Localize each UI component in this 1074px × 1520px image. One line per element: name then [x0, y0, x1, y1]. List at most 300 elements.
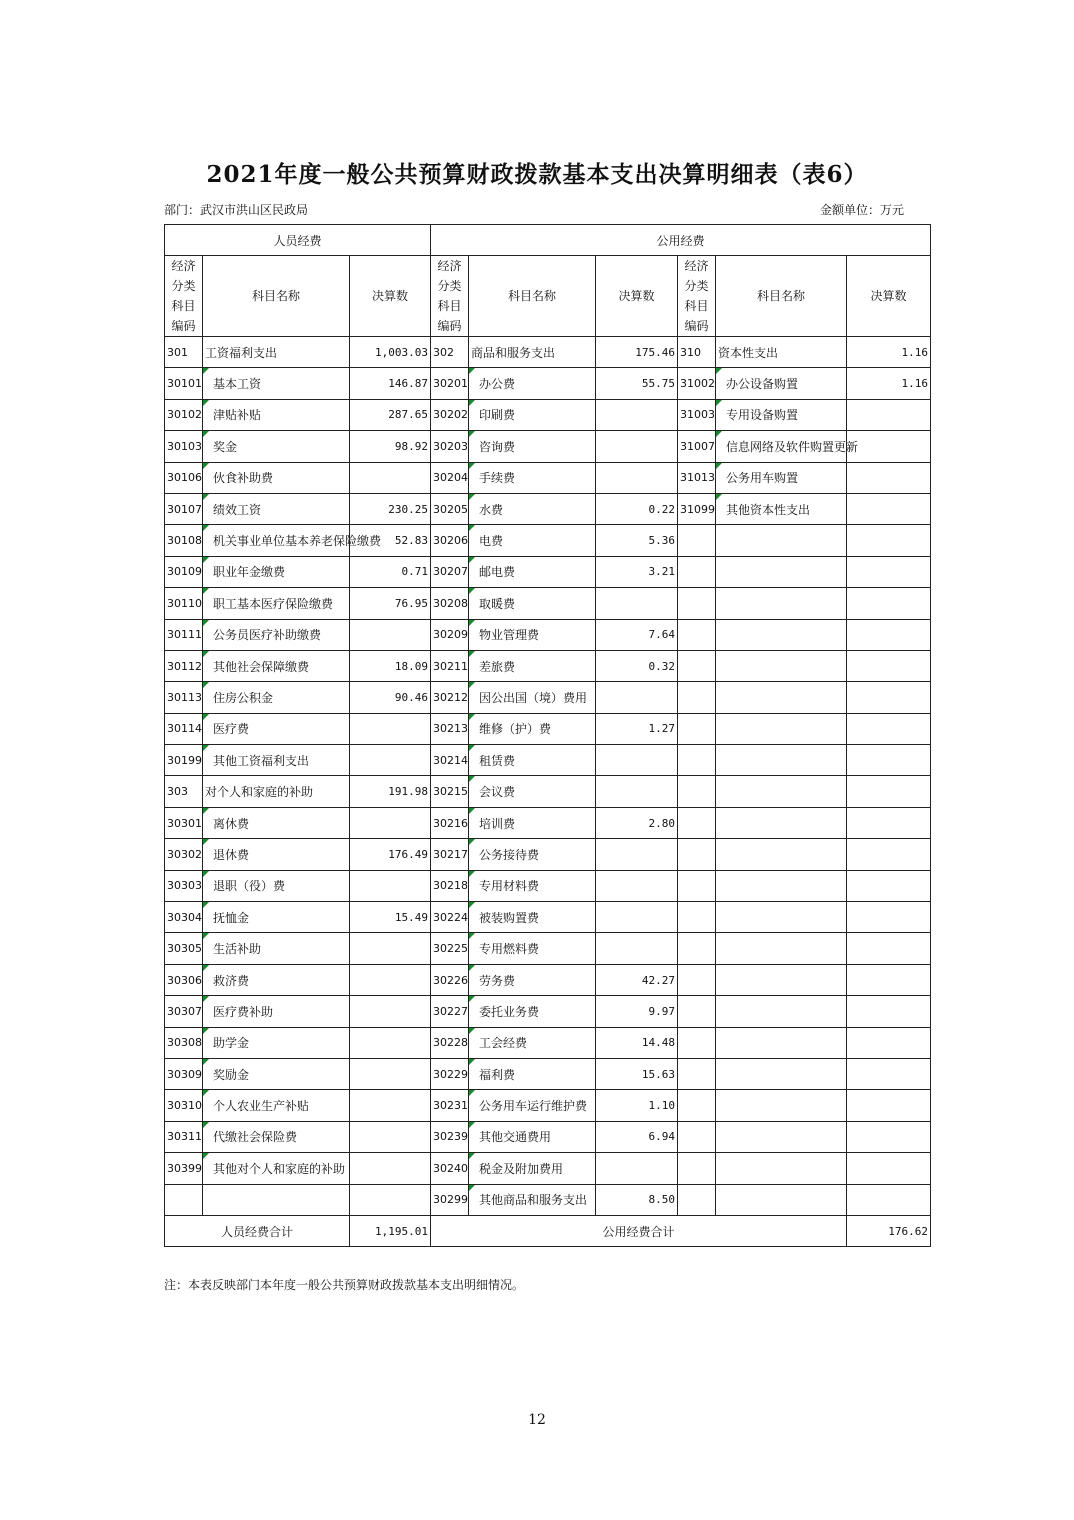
- amount-cell: [350, 462, 431, 493]
- amount-cell: [847, 556, 931, 587]
- header-amount: 决算数: [596, 256, 678, 337]
- item-name-cell: [716, 902, 847, 933]
- table-row: [165, 839, 931, 870]
- item-name-cell: 因公出国（境）费用: [469, 682, 596, 713]
- personnel-total-label: 人员经费合计: [165, 1215, 350, 1246]
- code-cell: [678, 588, 716, 619]
- amount-cell: [847, 964, 931, 995]
- code-cell: 30304: [165, 902, 203, 933]
- table-row: [165, 619, 931, 650]
- code-cell: [678, 839, 716, 870]
- page-title: 2021年度一般公共预算财政拨款基本支出决算明细表（表6）: [206, 161, 868, 188]
- table-row: [165, 368, 931, 399]
- item-name-cell: 退休费: [203, 839, 350, 870]
- code-cell: 30303: [165, 870, 203, 901]
- table-row: [165, 776, 931, 807]
- code-cell: 30209: [431, 619, 469, 650]
- item-name-cell: 救济费: [203, 964, 350, 995]
- table-row: [165, 902, 931, 933]
- amount-cell: [596, 399, 678, 430]
- item-name-cell: 津贴补贴: [203, 399, 350, 430]
- header-code: 经济分类科目编码: [678, 256, 716, 337]
- code-cell: 30308: [165, 1027, 203, 1058]
- item-name-cell: 物业管理费: [469, 619, 596, 650]
- amount-cell: 0.22: [596, 493, 678, 524]
- code-cell: 30399: [165, 1153, 203, 1184]
- code-cell: 30109: [165, 556, 203, 587]
- table-row: [165, 525, 931, 556]
- code-cell: 310: [678, 337, 716, 368]
- item-name-cell: [716, 1027, 847, 1058]
- item-name-cell: 对个人和家庭的补助: [203, 776, 350, 807]
- code-cell: [678, 1027, 716, 1058]
- header-code: 经济分类科目编码: [165, 256, 203, 337]
- code-cell: [678, 1184, 716, 1215]
- item-name-cell: 抚恤金: [203, 902, 350, 933]
- code-cell: 30311: [165, 1121, 203, 1152]
- amount-cell: [847, 776, 931, 807]
- item-name-cell: 其他资本性支出: [716, 493, 847, 524]
- table-row: [165, 682, 931, 713]
- amount-cell: [350, 933, 431, 964]
- code-cell: 30108: [165, 525, 203, 556]
- code-cell: 30240: [431, 1153, 469, 1184]
- code-cell: 30302: [165, 839, 203, 870]
- amount-cell: 42.27: [596, 964, 678, 995]
- code-cell: [678, 745, 716, 776]
- item-name-cell: 办公设备购置: [716, 368, 847, 399]
- item-name-cell: 劳务费: [469, 964, 596, 995]
- header-amount: 决算数: [847, 256, 931, 337]
- code-cell: 30218: [431, 870, 469, 901]
- code-cell: 30212: [431, 682, 469, 713]
- item-name-cell: 专用设备购置: [716, 399, 847, 430]
- amount-cell: [350, 1027, 431, 1058]
- item-name-cell: 公务接待费: [469, 839, 596, 870]
- item-name-cell: 办公费: [469, 368, 596, 399]
- amount-cell: [847, 682, 931, 713]
- item-name-cell: 其他商品和服务支出: [469, 1184, 596, 1215]
- amount-cell: [847, 839, 931, 870]
- amount-cell: [596, 462, 678, 493]
- amount-cell: 8.50: [596, 1184, 678, 1215]
- amount-cell: [350, 745, 431, 776]
- amount-cell: 1.16: [847, 368, 931, 399]
- item-name-cell: [203, 1184, 350, 1215]
- amount-cell: [847, 650, 931, 681]
- item-name-cell: 租赁费: [469, 745, 596, 776]
- item-name-cell: 专用材料费: [469, 870, 596, 901]
- code-cell: 31002: [678, 368, 716, 399]
- item-name-cell: [716, 870, 847, 901]
- table-row: [165, 588, 931, 619]
- amount-cell: [350, 1184, 431, 1215]
- table-row: [165, 1058, 931, 1089]
- code-cell: 30214: [431, 745, 469, 776]
- header-name: 科目名称: [203, 256, 350, 337]
- code-cell: 30305: [165, 933, 203, 964]
- item-name-cell: 维修（护）费: [469, 713, 596, 744]
- code-cell: [678, 1058, 716, 1089]
- public-total-label: 公用经费合计: [431, 1215, 847, 1246]
- code-cell: 30226: [431, 964, 469, 995]
- amount-cell: [596, 839, 678, 870]
- item-name-cell: [716, 619, 847, 650]
- item-name-cell: [716, 1153, 847, 1184]
- amount-cell: [847, 745, 931, 776]
- amount-cell: [596, 682, 678, 713]
- code-cell: [678, 1153, 716, 1184]
- code-cell: 30203: [431, 431, 469, 462]
- amount-cell: 76.95: [350, 588, 431, 619]
- code-cell: 31013: [678, 462, 716, 493]
- code-cell: 30206: [431, 525, 469, 556]
- code-cell: 30216: [431, 807, 469, 838]
- table-row: [165, 1184, 931, 1215]
- amount-cell: [847, 713, 931, 744]
- amount-cell: 1.27: [596, 713, 678, 744]
- code-cell: 30199: [165, 745, 203, 776]
- code-cell: 31003: [678, 399, 716, 430]
- code-cell: 30225: [431, 933, 469, 964]
- table-row: [165, 337, 931, 368]
- code-cell: [165, 1184, 203, 1215]
- code-cell: [678, 807, 716, 838]
- code-cell: 30239: [431, 1121, 469, 1152]
- item-name-cell: 公务用车购置: [716, 462, 847, 493]
- code-cell: 30301: [165, 807, 203, 838]
- department-label: 部门：武汉市洪山区民政局: [164, 203, 309, 217]
- item-name-cell: 绩效工资: [203, 493, 350, 524]
- item-name-cell: 电费: [469, 525, 596, 556]
- code-cell: [678, 682, 716, 713]
- code-cell: [678, 525, 716, 556]
- code-cell: 31007: [678, 431, 716, 462]
- code-cell: 30309: [165, 1058, 203, 1089]
- amount-cell: [596, 933, 678, 964]
- item-name-cell: 专用燃料费: [469, 933, 596, 964]
- amount-cell: [350, 1153, 431, 1184]
- code-cell: [678, 902, 716, 933]
- amount-cell: [596, 431, 678, 462]
- table-row: [165, 745, 931, 776]
- table-row: [165, 996, 931, 1027]
- item-name-cell: 助学金: [203, 1027, 350, 1058]
- item-name-cell: 其他交通费用: [469, 1121, 596, 1152]
- unit-label: 金额单位：万元: [819, 203, 904, 217]
- amount-cell: 15.49: [350, 902, 431, 933]
- amount-cell: [847, 399, 931, 430]
- code-cell: 30101: [165, 368, 203, 399]
- item-name-cell: 被装购置费: [469, 902, 596, 933]
- amount-cell: [350, 619, 431, 650]
- item-name-cell: 资本性支出: [716, 337, 847, 368]
- code-cell: 303: [165, 776, 203, 807]
- amount-cell: [847, 1090, 931, 1121]
- item-name-cell: 离休费: [203, 807, 350, 838]
- item-name-cell: 公务员医疗补助缴费: [203, 619, 350, 650]
- amount-cell: 0.71: [350, 556, 431, 587]
- item-name-cell: 工会经费: [469, 1027, 596, 1058]
- code-cell: 30102: [165, 399, 203, 430]
- item-name-cell: [716, 933, 847, 964]
- table-row: [165, 399, 931, 430]
- item-name-cell: 生活补助: [203, 933, 350, 964]
- item-name-cell: [716, 807, 847, 838]
- item-name-cell: 咨询费: [469, 431, 596, 462]
- code-cell: 30229: [431, 1058, 469, 1089]
- amount-cell: [596, 870, 678, 901]
- code-cell: 30310: [165, 1090, 203, 1121]
- item-name-cell: 培训费: [469, 807, 596, 838]
- item-name-cell: 奖金: [203, 431, 350, 462]
- code-cell: 30201: [431, 368, 469, 399]
- code-cell: 30110: [165, 588, 203, 619]
- code-cell: [678, 964, 716, 995]
- code-cell: 30208: [431, 588, 469, 619]
- amount-cell: 287.65: [350, 399, 431, 430]
- item-name-cell: 职业年金缴费: [203, 556, 350, 587]
- code-cell: [678, 1121, 716, 1152]
- item-name-cell: [716, 525, 847, 556]
- item-name-cell: [716, 556, 847, 587]
- item-name-cell: [716, 1090, 847, 1121]
- amount-cell: 55.75: [596, 368, 678, 399]
- amount-cell: [350, 870, 431, 901]
- amount-cell: 5.36: [596, 525, 678, 556]
- item-name-cell: [716, 1121, 847, 1152]
- table-row: [165, 493, 931, 524]
- amount-cell: [847, 996, 931, 1027]
- amount-cell: 15.63: [596, 1058, 678, 1089]
- code-cell: [678, 776, 716, 807]
- amount-cell: 191.98: [350, 776, 431, 807]
- code-cell: 302: [431, 337, 469, 368]
- section-personnel: 人员经费: [165, 225, 431, 256]
- amount-cell: 1,003.03: [350, 337, 431, 368]
- code-cell: 30204: [431, 462, 469, 493]
- table-row: [165, 964, 931, 995]
- table-row: [165, 1027, 931, 1058]
- table-row: [165, 431, 931, 462]
- amount-cell: 1.16: [847, 337, 931, 368]
- header-amount: 决算数: [350, 256, 431, 337]
- item-name-cell: [716, 1058, 847, 1089]
- item-name-cell: 退职（役）费: [203, 870, 350, 901]
- code-cell: 30112: [165, 650, 203, 681]
- code-cell: 30227: [431, 996, 469, 1027]
- code-cell: 30213: [431, 713, 469, 744]
- amount-cell: 0.32: [596, 650, 678, 681]
- item-name-cell: 印刷费: [469, 399, 596, 430]
- item-name-cell: [716, 713, 847, 744]
- item-name-cell: [716, 745, 847, 776]
- amount-cell: 52.83: [350, 525, 431, 556]
- amount-cell: 146.87: [350, 368, 431, 399]
- code-cell: 30299: [431, 1184, 469, 1215]
- code-cell: 30307: [165, 996, 203, 1027]
- amount-cell: 2.80: [596, 807, 678, 838]
- code-cell: [678, 933, 716, 964]
- table-row: [165, 556, 931, 587]
- item-name-cell: 税金及附加费用: [469, 1153, 596, 1184]
- amount-cell: [596, 745, 678, 776]
- item-name-cell: 代缴社会保险费: [203, 1121, 350, 1152]
- amount-cell: 6.94: [596, 1121, 678, 1152]
- amount-cell: [847, 1027, 931, 1058]
- amount-cell: 176.49: [350, 839, 431, 870]
- code-cell: 30106: [165, 462, 203, 493]
- code-cell: 30228: [431, 1027, 469, 1058]
- code-cell: 30103: [165, 431, 203, 462]
- item-name-cell: 职工基本医疗保险缴费: [203, 588, 350, 619]
- amount-cell: [350, 1121, 431, 1152]
- amount-cell: [596, 902, 678, 933]
- table-row: [165, 650, 931, 681]
- code-cell: [678, 713, 716, 744]
- item-name-cell: [716, 964, 847, 995]
- amount-cell: [350, 713, 431, 744]
- item-name-cell: 信息网络及软件购置更新: [716, 431, 847, 462]
- amount-cell: [596, 776, 678, 807]
- table-row: [165, 933, 931, 964]
- amount-cell: 9.97: [596, 996, 678, 1027]
- amount-cell: [596, 588, 678, 619]
- code-cell: [678, 996, 716, 1027]
- item-name-cell: 会议费: [469, 776, 596, 807]
- table-row: [165, 462, 931, 493]
- table-row: [165, 870, 931, 901]
- item-name-cell: 商品和服务支出: [469, 337, 596, 368]
- amount-cell: [847, 1058, 931, 1089]
- code-cell: [678, 1090, 716, 1121]
- code-cell: 30113: [165, 682, 203, 713]
- code-cell: [678, 650, 716, 681]
- amount-cell: [847, 870, 931, 901]
- item-name-cell: 工资福利支出: [203, 337, 350, 368]
- page-number: 12: [528, 1412, 546, 1428]
- amount-cell: 90.46: [350, 682, 431, 713]
- code-cell: 30211: [431, 650, 469, 681]
- amount-cell: [847, 493, 931, 524]
- amount-cell: [847, 462, 931, 493]
- header-name: 科目名称: [469, 256, 596, 337]
- table-row: [165, 1153, 931, 1184]
- amount-cell: [350, 807, 431, 838]
- amount-cell: 3.21: [596, 556, 678, 587]
- item-name-cell: 基本工资: [203, 368, 350, 399]
- amount-cell: 1.10: [596, 1090, 678, 1121]
- code-cell: 30202: [431, 399, 469, 430]
- code-cell: 301: [165, 337, 203, 368]
- item-name-cell: 其他对个人和家庭的补助: [203, 1153, 350, 1184]
- item-name-cell: [716, 588, 847, 619]
- table-row: [165, 807, 931, 838]
- amount-cell: [847, 525, 931, 556]
- item-name-cell: 其他工资福利支出: [203, 745, 350, 776]
- item-name-cell: 个人农业生产补贴: [203, 1090, 350, 1121]
- item-name-cell: [716, 1184, 847, 1215]
- code-cell: 30306: [165, 964, 203, 995]
- item-name-cell: 委托业务费: [469, 996, 596, 1027]
- amount-cell: [847, 933, 931, 964]
- code-cell: 30111: [165, 619, 203, 650]
- amount-cell: 175.46: [596, 337, 678, 368]
- item-name-cell: 差旅费: [469, 650, 596, 681]
- amount-cell: [847, 1184, 931, 1215]
- code-cell: 31099: [678, 493, 716, 524]
- amount-cell: [350, 964, 431, 995]
- amount-cell: 14.48: [596, 1027, 678, 1058]
- amount-cell: [847, 588, 931, 619]
- expenditure-table: [164, 224, 931, 1247]
- amount-cell: 18.09: [350, 650, 431, 681]
- code-cell: [678, 870, 716, 901]
- header-name: 科目名称: [716, 256, 847, 337]
- public-total-value: 176.62: [847, 1215, 931, 1246]
- amount-cell: [596, 1153, 678, 1184]
- amount-cell: [847, 807, 931, 838]
- item-name-cell: 福利费: [469, 1058, 596, 1089]
- code-cell: 30224: [431, 902, 469, 933]
- amount-cell: [847, 619, 931, 650]
- item-name-cell: 住房公积金: [203, 682, 350, 713]
- code-cell: 30107: [165, 493, 203, 524]
- item-name-cell: [716, 682, 847, 713]
- item-name-cell: [716, 776, 847, 807]
- code-cell: 30205: [431, 493, 469, 524]
- amount-cell: [350, 1058, 431, 1089]
- amount-cell: [350, 1090, 431, 1121]
- item-name-cell: [716, 650, 847, 681]
- table-row: [165, 713, 931, 744]
- table-row: [165, 1121, 931, 1152]
- amount-cell: 98.92: [350, 431, 431, 462]
- amount-cell: [847, 1121, 931, 1152]
- item-name-cell: [716, 839, 847, 870]
- item-name-cell: 邮电费: [469, 556, 596, 587]
- item-name-cell: 其他社会保障缴费: [203, 650, 350, 681]
- item-name-cell: 医疗费: [203, 713, 350, 744]
- item-name-cell: 伙食补助费: [203, 462, 350, 493]
- code-cell: 30207: [431, 556, 469, 587]
- item-name-cell: [716, 996, 847, 1027]
- amount-cell: [350, 996, 431, 1027]
- code-cell: 30217: [431, 839, 469, 870]
- item-name-cell: 取暖费: [469, 588, 596, 619]
- item-name-cell: 医疗费补助: [203, 996, 350, 1027]
- item-name-cell: 公务用车运行维护费: [469, 1090, 596, 1121]
- code-cell: 30114: [165, 713, 203, 744]
- table-note: 注：本表反映部门本年度一般公共预算财政拨款基本支出明细情况。: [164, 1278, 525, 1292]
- code-cell: 30215: [431, 776, 469, 807]
- item-name-cell: 奖励金: [203, 1058, 350, 1089]
- table-row: [165, 1090, 931, 1121]
- amount-cell: [847, 902, 931, 933]
- section-public: 公用经费: [431, 225, 931, 256]
- header-code: 经济分类科目编码: [431, 256, 469, 337]
- amount-cell: 7.64: [596, 619, 678, 650]
- code-cell: [678, 619, 716, 650]
- item-name-cell: 水费: [469, 493, 596, 524]
- personnel-total-value: 1,195.01: [350, 1215, 431, 1246]
- code-cell: 30231: [431, 1090, 469, 1121]
- item-name-cell: 手续费: [469, 462, 596, 493]
- amount-cell: [847, 431, 931, 462]
- amount-cell: 230.25: [350, 493, 431, 524]
- code-cell: [678, 556, 716, 587]
- amount-cell: [847, 1153, 931, 1184]
